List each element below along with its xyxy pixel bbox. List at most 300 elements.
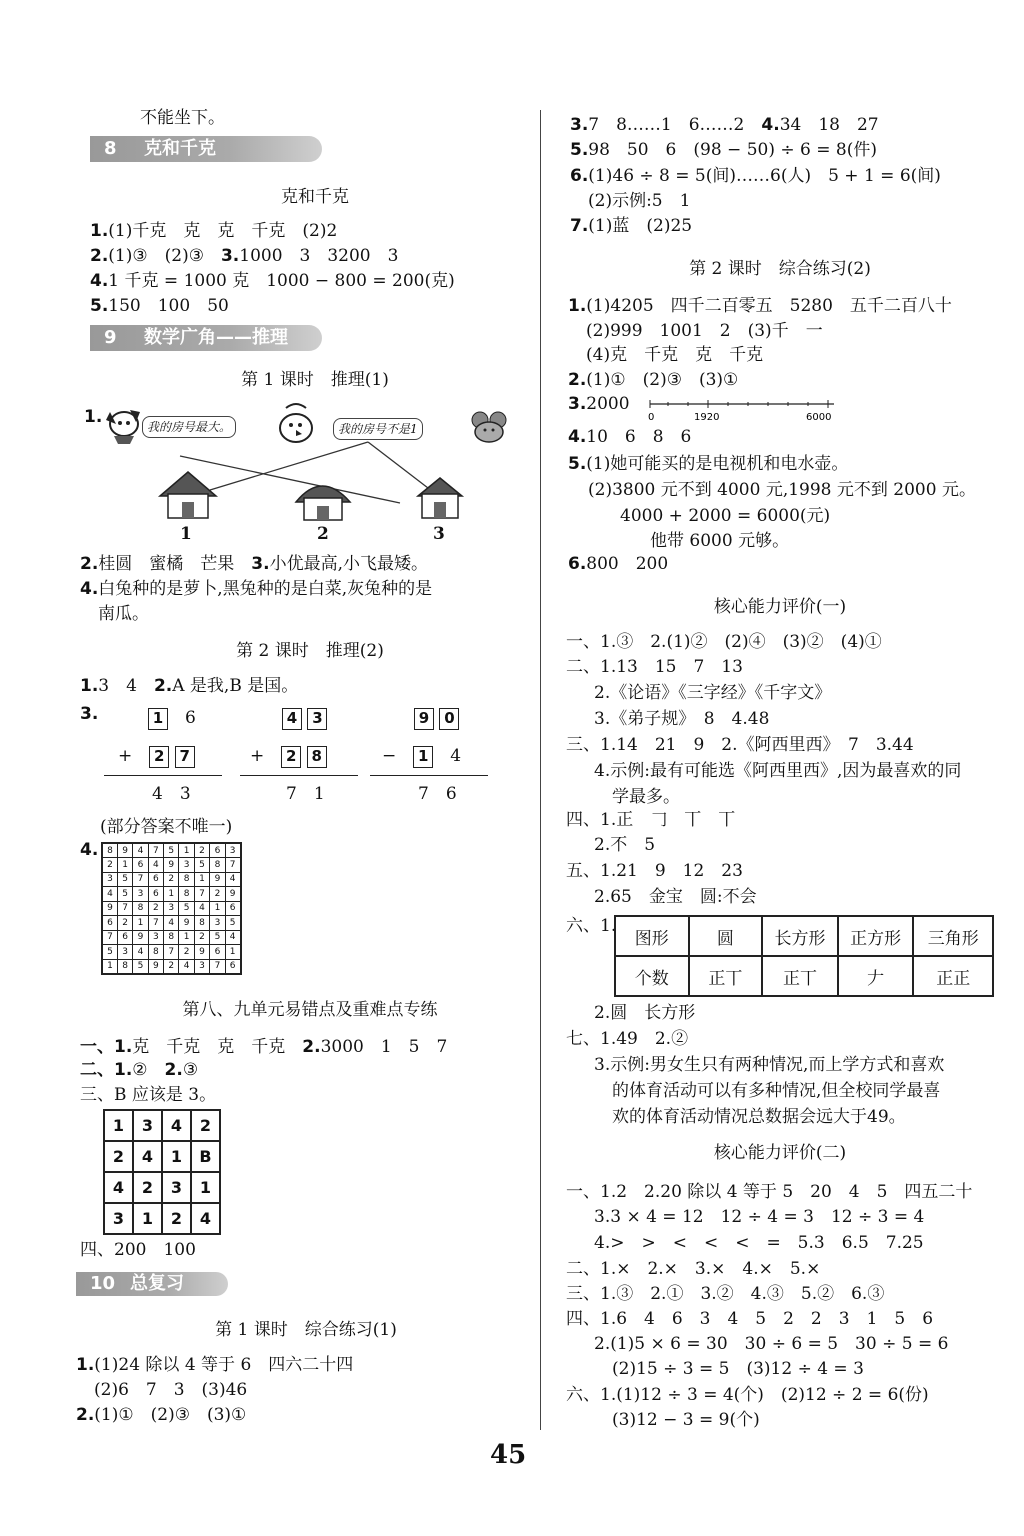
grid-cell: 7 [117,901,132,916]
grid-cell: 9 [133,930,148,945]
table-cell: 𠂇 [838,956,914,996]
grid-cell: 7 [133,872,148,887]
grid-row [102,887,241,902]
grid-cell: 6 [148,887,163,902]
grid-cell: 3 [133,887,148,902]
grid-row [104,1110,220,1141]
grid-cell: 4 [179,959,194,974]
vertical-calc-2-row2 [250,744,327,768]
grid-cell: 5 [117,872,132,887]
minus-sign: − [382,746,397,766]
answer-line: 他带 6000 元够。 [650,531,790,551]
grid-cell: 3 [194,959,209,974]
grid-row [104,1172,220,1203]
answer-line [80,1035,447,1059]
answer-text: 白兔种的是萝卜,黑兔种的是白菜,灰兔种的是 [98,579,433,599]
table-cell: 正丅 [762,956,838,996]
q-number: 1. [84,407,103,427]
grid-cell: 8 [148,945,163,960]
q-number: 4. [80,579,99,599]
q-number: 2. [90,246,109,266]
digit-box: 9 [414,708,434,730]
vertical-calc-result: 7 6 [418,784,457,804]
answer-line: 三、1.③ 2.① 3.② 4.③ 5.② 6.③ [566,1284,885,1304]
answer-text: 800 200 [586,554,669,574]
grid-cell: 8 [117,959,132,974]
grid-cell: 4 [148,858,163,873]
grid-cell: 9 [164,858,179,873]
grid-cell: 6 [117,930,132,945]
grid-cell: 7 [194,887,209,902]
grid-cell: 2 [194,843,209,858]
subsection-title: 第 2 课时 推理(2) [236,641,384,661]
answer-line: 2.65 金宝 圆:不会 [594,887,757,907]
answer-text: 7 8……1 6……2 [588,115,745,135]
subsection-title: 第 1 课时 推理(1) [241,370,389,390]
answer-text: 1 千克 = 1000 克 1000 − 800 = 200(克) [108,271,455,291]
number-line [648,396,840,424]
tick-label: 1920 [694,412,720,423]
grid-cell: 3 [117,945,132,960]
vertical-calc-3 [414,706,459,730]
answer-line [90,269,455,293]
grid-cell: 2 [164,959,179,974]
answer-line [90,294,229,318]
vertical-calc-3-row2 [382,744,461,768]
grid-cell: 1 [179,843,194,858]
answer-line: 4.> > < < < = 5.3 6.5 7.25 [594,1233,924,1253]
grid-cell: 8 [164,930,179,945]
table-cell: 圆 [689,916,763,956]
q-number: 二、1. [80,1060,133,1080]
grid-cell: 5 [117,887,132,902]
answer-text: (1)24 除以 4 等于 6 四六二十四 [94,1355,354,1375]
banner-number: 10 [90,1273,116,1294]
answer-line: 3.3 × 4 = 12 12 ÷ 4 = 3 12 ÷ 3 = 4 [594,1207,925,1227]
grid-cell: 9 [102,901,117,916]
grid-cell: 4 [102,887,117,902]
grid-cell: 1 [191,1172,220,1203]
grid-cell: 5 [194,858,209,873]
grid-cell: 2 [164,872,179,887]
answer-line: 四、200 100 [80,1240,196,1260]
column-divider [540,110,541,1430]
answer-text: (1)① (2)③ (3)① [586,370,739,390]
subsection-title: 第 1 课时 综合练习(1) [215,1320,397,1340]
answer-text: 小优最高,小飞最矮。 [269,554,428,574]
subsection-title: 核心能力评价(一) [713,597,847,617]
house-number: 1 [180,524,192,544]
q-number: 1. [90,221,109,241]
grid-cell: 8 [179,872,194,887]
digit-box: 2 [281,746,301,768]
table-header-row [615,916,993,956]
answer-line: (3)12 − 3 = 9(个) [612,1410,760,1430]
answer-line: 2.圆 长方形 [594,1003,696,1023]
answer-line: 的体育活动可以有多种情况,但全校同学最喜 [612,1081,941,1101]
banner-number: 8 [104,138,117,159]
answer-line: 四、1.6 4 6 3 4 5 2 2 3 1 5 6 [566,1309,934,1329]
answer-line: 三、B 应该是 3。 [80,1085,217,1105]
digit: 4 [450,746,462,766]
answer-text: (1)① (2)③ (3)① [94,1405,247,1425]
answer-line: 4.示例:最有可能选《阿西里西》,因为最喜欢的同 [594,761,962,781]
grid-cell: 1 [117,858,132,873]
answer-line [570,138,877,162]
calc-line [104,775,222,776]
digit-box: 4 [282,708,302,730]
table-cell: 三角形 [913,916,993,956]
grid-row [102,930,241,945]
answer-line: 欢的体育活动情况总数据会远大于49。 [612,1107,906,1127]
digit-box: 1 [148,708,168,730]
answer-line: 学最多。 [612,787,680,807]
answer-line [570,113,879,137]
table-cell: 正丅 [689,956,763,996]
answer-text: 3 4 [98,676,137,696]
grid-cell: 8 [102,843,117,858]
answer-line: 2.(1)5 × 6 = 30 30 ÷ 6 = 5 30 ÷ 5 = 6 [594,1334,949,1354]
grid-cell: 3 [179,858,194,873]
grid-cell: 6 [148,872,163,887]
grid-cell: 3 [210,916,225,931]
grid-cell: 6 [225,901,240,916]
table-cell: 图形 [615,916,689,956]
answer-text: (1)46 ÷ 8 = 5(间)……6(人) 5 + 1 = 6(间) [588,166,941,186]
grid-cell: 6 [133,858,148,873]
grid-cell: 5 [179,901,194,916]
speech-bubble: 我的房号最大。 [142,416,236,438]
answer-line: 一、1.2 2.20 除以 4 等于 5 20 4 5 四五二十 [566,1182,973,1202]
grid-cell: 4 [162,1110,191,1141]
grid-cell: 3 [133,1110,162,1141]
answer-text: 桂圆 蜜橘 芒果 [98,554,235,574]
grid-cell: 2 [133,1172,162,1203]
q-number: 2. [302,1037,321,1057]
grid-cell: 1 [225,945,240,960]
grid-cell: 2 [179,945,194,960]
page-number: 45 [490,1440,527,1470]
grid-row [102,901,241,916]
q-number: 一、1. [80,1037,133,1057]
grid-cell: 1 [104,1110,133,1141]
table-cell: 长方形 [762,916,838,956]
grid-cell: 2 [191,1110,220,1141]
q-number: 3. [570,115,589,135]
q-number: 1. [76,1355,95,1375]
answer-line [90,244,398,268]
q-number: 3. [568,394,587,414]
q-number: 2. [80,554,99,574]
answer-text: 3000 1 5 7 [320,1037,448,1057]
section-banner-8 [90,136,322,162]
table-cell: 正方形 [838,916,914,956]
answer-text: 10 6 8 6 [586,427,692,447]
banner-title: 克和千克 [144,138,216,159]
answer-text: 克 千克 克 千克 [132,1037,286,1057]
answer-text: ③ [182,1060,199,1080]
subsection-title: 克和千克 [281,187,349,207]
answer-text: 1000 3 3200 3 [239,246,399,266]
grid-cell: 9 [210,872,225,887]
grid-cell: 1 [162,1141,191,1172]
digit-box: 0 [439,708,459,730]
banner-number: 9 [104,327,117,348]
plus-sign: + [250,746,265,766]
answer-line: 2.《论语》《三字经》《千字文》 [594,683,832,703]
q-number: 4. [761,115,780,135]
tick-label: 6000 [806,412,832,423]
grid-cell: 4 [133,1141,162,1172]
grid-cell: 4 [191,1203,220,1234]
answer-line: (2)15 ÷ 3 = 5 (3)12 ÷ 4 = 3 [612,1359,864,1379]
q-number: 5. [570,140,589,160]
note: (部分答案不唯一) [100,817,233,837]
q-number: 2. [164,1060,183,1080]
house-1-icon [160,472,216,518]
q-number: 5. [568,454,587,474]
grid-cell: 5 [164,843,179,858]
grid-cell: 5 [102,945,117,960]
digit-box: 3 [307,708,327,730]
answer-line [570,214,692,238]
chick-icon [280,404,312,442]
grid-cell: 6 [225,959,240,974]
answer-line: (2)示例:5 1 [588,191,691,211]
answer-line: 一、1.③ 2.(1)② (2)④ (3)② (4)① [566,632,882,652]
grid-cell: 4 [104,1172,133,1203]
grid-cell: 3 [164,901,179,916]
grid-cell: 8 [210,858,225,873]
answer-line [568,294,952,318]
house-number: 2 [317,524,329,544]
answer-line: 3.示例:男女生只有两种情况,而上学方式和喜欢 [594,1055,945,1075]
answer-line: 三、1.14 21 9 2.《阿西里西》 7 3.44 [566,735,914,755]
grid-cell: 9 [225,887,240,902]
answer-text: 150 100 50 [108,296,229,316]
grid-cell: 3 [104,1203,133,1234]
q-number: 7. [570,216,589,236]
vertical-calc-1-row2 [118,744,195,768]
grid-cell: 2 [104,1141,133,1172]
calc-line [370,775,488,776]
q-number: 1. [80,676,99,696]
grid-cell: 1 [133,916,148,931]
grid-cell: 5 [225,916,240,931]
answer-line: 2.不 5 [594,835,656,855]
q-number: 2. [568,370,587,390]
grid-cell: 2 [162,1203,191,1234]
grid-cell: 4 [194,901,209,916]
grid-row [104,1203,220,1234]
mouse-icon [472,412,506,442]
answer-text: (1)她可能买的是电视机和电水壶。 [586,454,849,474]
grid-cell: 8 [194,916,209,931]
house-number: 3 [433,524,445,544]
grid-cell: 1 [133,1203,162,1234]
answer-line [568,425,691,449]
grid-cell: 4 [133,843,148,858]
answer-line: (2)6 7 3 (3)46 [94,1380,248,1400]
grid-cell: 4 [133,945,148,960]
grid-cell: 1 [210,901,225,916]
text-line: 不能坐下。 [140,108,225,128]
answer-text: ② [132,1060,148,1080]
grid-cell: 2 [194,930,209,945]
q-number: 4. [80,840,99,860]
vertical-calc-1 [148,706,196,730]
grid-cell: 9 [179,916,194,931]
grid-cell: 3 [148,930,163,945]
grid-cell: 4 [164,916,179,931]
grid-row [102,916,241,931]
grid-cell: 1 [164,887,179,902]
grid-cell: 3 [162,1172,191,1203]
answer-line [90,219,337,243]
digit-box: 1 [413,746,433,768]
q-number: 3. [80,704,99,724]
answer-line [568,392,630,416]
q-number: 4. [90,271,109,291]
speech-bubble: 我的房号不是1 [333,418,423,440]
grid-cell: B [191,1141,220,1172]
grid-cell: 9 [148,959,163,974]
answer-line [76,1403,246,1427]
subsection-title: 核心能力评价(二) [713,1143,847,1163]
answer-line: 六、1.(1)12 ÷ 3 = 4(个) (2)12 ÷ 2 = 6(份) [566,1385,929,1405]
subsection-title: 第 2 课时 综合练习(2) [689,259,871,279]
answer-line: 二、1.× 2.× 3.× 4.× 5.× [566,1259,821,1279]
tally-table [614,915,994,997]
section-banner-9 [90,325,322,351]
grid-cell: 5 [210,930,225,945]
answer-line [568,368,738,392]
grid-cell: 2 [117,916,132,931]
grid-cell: 2 [102,858,117,873]
answer-line [570,164,941,188]
answer-text: A 是我,B 是国。 [172,676,299,696]
grid-row [102,872,241,887]
grid-cell: 9 [194,945,209,960]
answer-line [80,552,428,576]
grid-cell: 6 [102,916,117,931]
q-number: 1. [568,296,587,316]
answer-text: 98 50 6 (98 − 50) ÷ 6 = 8(件) [588,140,877,160]
answer-line [76,1353,353,1377]
answer-line [80,577,432,601]
answer-line: 五、1.21 9 12 23 [566,861,743,881]
answer-line: 4000 + 2000 = 6000(元) [620,506,831,526]
q-number: 2. [76,1405,95,1425]
q-number: 2. [153,676,173,696]
grid-row [104,1141,220,1172]
grid-cell: 7 [148,843,163,858]
answer-text: (1)4205 四千二百零五 5280 五千二百八十 [586,296,952,316]
answer-text: (1)蓝 (2)25 [588,216,693,236]
grid-cell: 1 [194,872,209,887]
grid-cell: 2 [148,901,163,916]
answer-line: 四、1.正 𠃌 丅 丅 [566,810,736,830]
digit-box: 7 [175,746,195,768]
calc-line [240,775,358,776]
answer-line: 七、1.49 2.② [566,1029,689,1049]
vertical-calc-result: 4 3 [152,784,191,804]
table-cell: 个数 [615,956,689,996]
logic-grid [103,1109,221,1235]
q-number: 6. [568,554,587,574]
answer-line: 二、1.13 15 7 13 [566,657,743,677]
banner-title: 数学广角——推理 [144,327,288,348]
section-banner-10 [76,1272,228,1296]
grid-row [102,945,241,960]
answer-text: (1)千克 克 克 千克 (2)2 [108,221,338,241]
vertical-calc-result: 7 1 [286,784,325,804]
banner-title: 总复习 [130,1273,184,1294]
grid-cell: 5 [133,959,148,974]
grid-cell: 7 [102,930,117,945]
grid-cell: 9 [117,843,132,858]
q-number: 6. [570,166,589,186]
grid-cell: 1 [179,930,194,945]
answer-line: (2)3800 元不到 4000 元,1998 元不到 2000 元。 [588,480,976,500]
answer-line: (4)克 千克 克 千克 [586,345,764,365]
digit: 6 [185,708,196,728]
q-number: 3. [251,554,270,574]
grid-row [102,959,241,974]
answer-line: 3.《弟子规》 8 4.48 [594,709,770,729]
answer-text: 2000 [586,394,630,414]
grid-row [102,858,241,873]
answer-line [568,452,848,476]
grid-cell: 3 [102,872,117,887]
answer-text: (1)③ (2)③ [108,246,204,266]
plus-sign: + [118,746,133,766]
answer-line: (2)999 1001 2 (3)千 一 [586,321,823,341]
digit-box: 2 [149,746,169,768]
tick-label: 0 [648,412,655,423]
answer-line [80,1058,198,1082]
grid-cell: 2 [210,887,225,902]
answer-line [80,674,298,698]
grid-cell: 1 [102,959,117,974]
sudoku-grid [101,842,242,975]
grid-cell: 7 [148,916,163,931]
answer-line: 六、1. [566,916,617,936]
grid-cell: 8 [179,887,194,902]
grid-cell: 7 [164,945,179,960]
grid-cell: 7 [225,858,240,873]
grid-row [102,843,241,858]
answer-text: 34 18 27 [779,115,879,135]
answer-line [568,552,668,576]
subsection-title: 第八、九单元易错点及重难点专练 [182,1000,438,1020]
grid-cell: 3 [225,843,240,858]
grid-cell: 7 [210,959,225,974]
grid-cell: 6 [210,843,225,858]
digit-box: 8 [307,746,327,768]
vertical-calc-2 [282,706,327,730]
grid-cell: 4 [225,872,240,887]
house-3-icon [418,478,462,518]
dog-icon [106,410,140,444]
grid-cell: 6 [210,945,225,960]
q-number: 5. [90,296,109,316]
answer-line: 南瓜。 [98,604,149,624]
grid-cell: 8 [133,901,148,916]
q-number: 4. [568,427,587,447]
table-row [615,956,993,996]
grid-cell: 4 [225,930,240,945]
